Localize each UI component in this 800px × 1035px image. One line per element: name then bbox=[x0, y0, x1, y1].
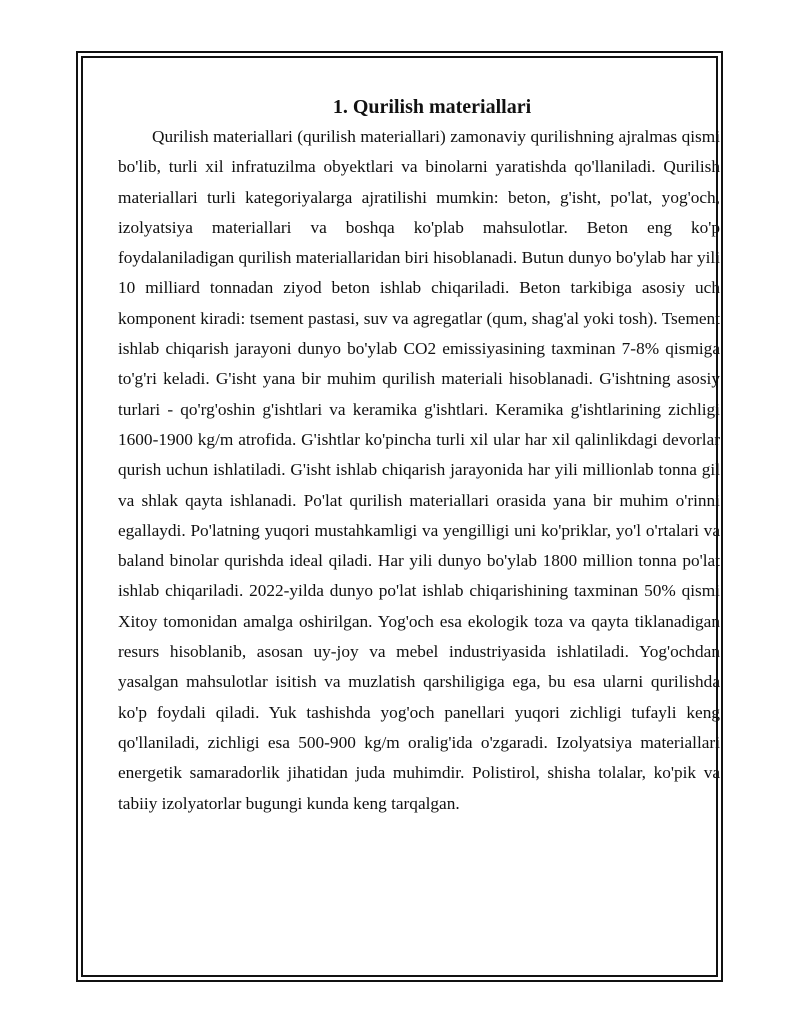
document-title: 1. Qurilish materiallari bbox=[332, 96, 532, 118]
document-paragraph: Qurilish materiallari (qurilish materiallari) zamonaviy qurilishning ajralmas qismi bo'lib, turli xil infratuzilma obyektlari va binolarni yaratishda qo'llaniladi. Qurilish materiallari turli kategoriyalarga ajratilishi mumkin: beton, g'isht, po'lat, yog'och, izolyatsiya materiallari va boshqa ko'plab mahsulotlar. Beton eng ko'p foydalaniladigan qurilish materiallaridan biri hisoblanadi. Butun dunyo bo'ylab har yili 10 milliard tonnadan ziyod beton ishlab chiqariladi. Beton tarkibiga asosiy uch komponent kiradi: tsement pastasi, suv va agregatlar (qum, shag'al yoki tosh). Tsement ishlab chiqarish jarayoni dunyo bo'ylab CO2 emissiyasining taxminan 7-8% qismiga to'g'ri keladi. G'isht yana bir muhim qurilish materiali hisoblanadi. G'ishtning asosiy turlari - qo'rg'oshin g'ishtlari va keramika g'ishtlari. Keramika g'ishtlarining zichligi 1600-1900 kg/m atrofida. G'ishtlar ko'pincha turli xil ular har xil qalinlikdagi devorlar qurish uchun ishlatiladi. G'isht ishlab chiqarish jarayonida har yili millionlab tonna gil va shlak qayta ishlanadi. Po'lat qurilish materiallari orasida yana bir muhim o'rinni egallaydi. Po'latning yuqori mustahkamligi va yengilligi uni ko'priklar, yo'l o'rtalari va baland binolar qurishda ideal qiladi. Har yili dunyo bo'ylab 1800 million tonna po'lat ishlab chiqariladi. 2022-yilda dunyo po'lat ishlab chiqarishining taxminan 50% qismi Xitoy tomonidan amalga oshirilgan. Yog'och esa ekologik toza va qayta tiklanadigan resurs hisoblanib, asosan uy-joy va mebel industriyasida ishlatiladi. Yog'ochdan yasalgan mahsulotlar isitish va muzlatish qarshiligiga ega, bu esa ularni qurilishda ko'p foydali qiladi. Yuk tashishda yog'och panellari yuqori zichligi tufayli keng qo'llaniladi, zichligi esa 500-900 kg/m oralig'ida o'zgaradi. Izolyatsiya materiallari energetik samaradorlik jihatidan juda muhimdir. Polistirol, shisha tolalar, ko'pik va tabiiy izolyatorlar bugungi kunda keng tarqalgan. bbox=[118, 127, 720, 813]
document-content bbox=[118, 94, 720, 819]
